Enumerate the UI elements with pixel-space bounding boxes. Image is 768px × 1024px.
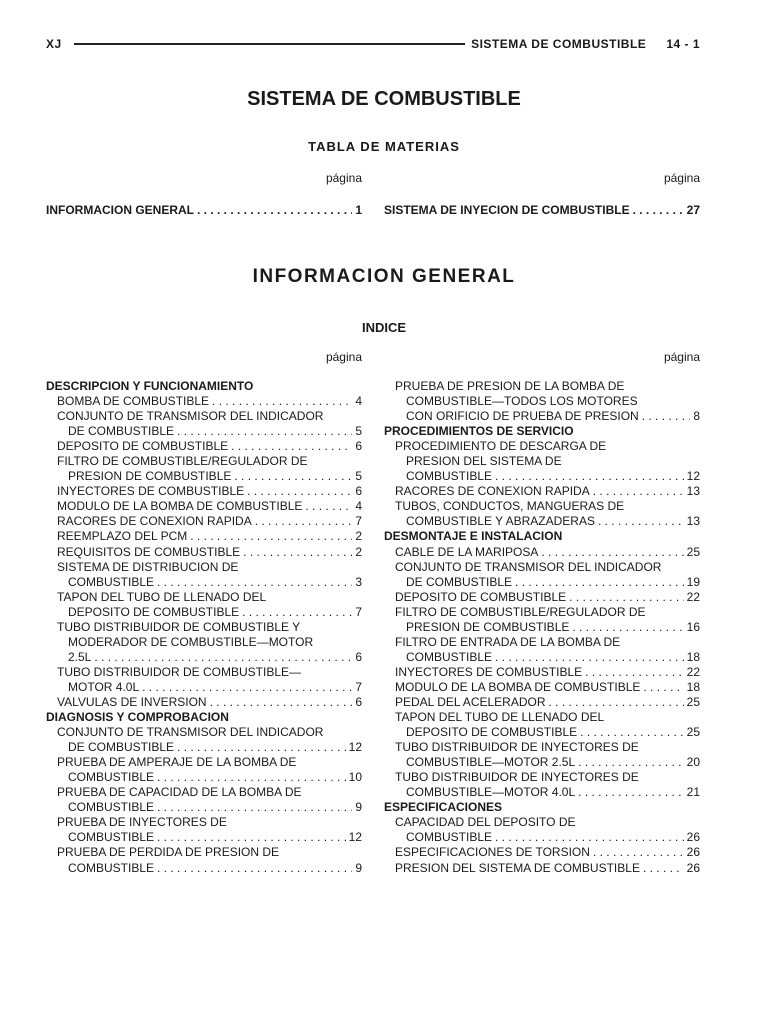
index-entry[interactable]	[46, 830, 362, 845]
index-entry-label: PRESION DEL SISTEMA DE COMBUSTIBLE	[395, 860, 640, 875]
toc-entry-page: 1	[355, 203, 362, 217]
leader-dots	[593, 484, 684, 499]
index-entry-label: BOMBA DE COMBUSTIBLE	[57, 394, 210, 409]
leader-dots	[580, 725, 683, 740]
index-entry[interactable]	[46, 529, 362, 544]
index-entry-page: 9	[355, 860, 362, 875]
header-section: SISTEMA DE COMBUSTIBLE	[471, 37, 647, 51]
index-entry-line[interactable]: CONJUNTO DE TRANSMISOR DEL INDICADOR	[57, 725, 324, 740]
index-entry-label: DE COMBUSTIBLE	[68, 424, 175, 439]
leader-dots	[572, 620, 683, 635]
index-entry[interactable]	[384, 469, 700, 484]
index-entry-page: 20	[686, 755, 700, 770]
index-heading: DESCRIPCION Y FUNCIONAMIENTO	[46, 379, 254, 393]
index-entry-line[interactable]: FILTRO DE ENTRADA DE LA BOMBA DE	[395, 634, 621, 649]
page-header	[46, 36, 700, 52]
index-entry[interactable]	[384, 514, 700, 529]
index-entry-page: 25	[686, 544, 700, 559]
leader-dots	[495, 830, 684, 845]
index-entry-line[interactable]: SISTEMA DE DISTRIBUCION DE	[57, 559, 239, 574]
index-entry-label: COMBUSTIBLE	[68, 800, 155, 815]
index-heading: PROCEDIMIENTOS DE SERVICIO	[384, 424, 574, 439]
index-entry-page: 12	[348, 830, 362, 845]
index-entry-page: 26	[686, 830, 700, 845]
index-entry[interactable]	[384, 695, 700, 710]
leader-dots	[190, 529, 352, 544]
leader-dots	[157, 830, 346, 845]
index-entry[interactable]	[384, 785, 700, 800]
index-entry[interactable]	[46, 514, 362, 529]
index-entry-line[interactable]: PRUEBA DE AMPERAJE DE LA BOMBA DE	[57, 755, 297, 770]
index-entry-page: 13	[686, 484, 700, 499]
index-entry-label: COMBUSTIBLE	[406, 469, 493, 484]
index-entry-page: 26	[686, 845, 700, 860]
toc-title: TABLA DE MATERIAS	[308, 139, 460, 154]
toc-right-column	[384, 171, 700, 218]
index-entry-page: 2	[355, 529, 362, 544]
index-entry[interactable]	[384, 575, 700, 590]
index-entry-label: RACORES DE CONEXION RAPIDA	[395, 484, 590, 499]
index-entry-line[interactable]: MODERADOR DE COMBUSTIBLE—MOTOR	[68, 634, 314, 649]
leader-dots	[255, 514, 353, 529]
index-entry-page: 21	[686, 785, 700, 800]
leader-dots	[142, 680, 352, 695]
index-entry-page: 25	[686, 725, 700, 740]
index-entry[interactable]	[46, 650, 362, 665]
index-entry-line[interactable]: PRUEBA DE PERDIDA DE PRESION DE	[57, 845, 280, 860]
leader-dots	[633, 203, 684, 218]
index-entry-label: 2.5L	[68, 649, 92, 664]
index-entry-page: 3	[355, 574, 362, 589]
index-entry-page: 7	[355, 679, 362, 694]
leader-dots	[157, 861, 352, 876]
index-entry-label: DE COMBUSTIBLE	[406, 574, 513, 589]
leader-dots	[234, 469, 352, 484]
leader-dots	[157, 800, 352, 815]
index-entry[interactable]	[384, 845, 700, 860]
leader-dots	[495, 469, 684, 484]
leader-dots	[495, 650, 684, 665]
index-entry-line[interactable]: PRESION DEL SISTEMA DE	[406, 454, 562, 469]
index-entry-page: 5	[355, 424, 362, 439]
leader-dots	[247, 484, 352, 499]
leader-dots	[212, 394, 352, 409]
index-entry-label: COMBUSTIBLE	[68, 574, 155, 589]
leader-dots	[585, 665, 683, 680]
leader-dots	[593, 845, 684, 860]
index-list-left	[46, 379, 362, 876]
manual-code: XJ	[46, 37, 62, 51]
index-entry[interactable]	[46, 424, 362, 439]
index-entry[interactable]	[46, 439, 362, 454]
index-entry-page: 8	[693, 409, 700, 424]
index-entry-page: 12	[686, 469, 700, 484]
index-entry[interactable]	[384, 830, 700, 845]
index-entry-label: INYECTORES DE COMBUSTIBLE	[395, 664, 583, 679]
index-entry[interactable]	[46, 469, 362, 484]
index-entry[interactable]	[46, 499, 362, 514]
index-entry-line[interactable]: CAPACIDAD DEL DEPOSITO DE	[395, 815, 576, 830]
leader-dots	[210, 695, 353, 710]
toc-entry-page: 27	[686, 203, 700, 217]
index-entry-page: 7	[355, 604, 362, 619]
index-entry-label: MODULO DE LA BOMBA DE COMBUSTIBLE	[395, 679, 641, 694]
index-entry-label: VALVULAS DE INVERSION	[57, 694, 207, 709]
index-entry[interactable]	[384, 545, 700, 560]
toc-page-label-right: página	[663, 171, 700, 185]
index-heading: DIAGNOSIS Y COMPROBACION	[46, 710, 229, 725]
toc-entry-label: INFORMACION GENERAL	[46, 203, 194, 217]
index-entry-line[interactable]: CONJUNTO DE TRANSMISOR DEL INDICADOR	[395, 559, 662, 574]
index-entry-page: 6	[355, 439, 362, 454]
leader-dots	[305, 499, 352, 514]
index-entry-line[interactable]: PRUEBA DE PRESION DE LA BOMBA DE	[395, 379, 625, 393]
index-entry-line[interactable]: TUBO DISTRIBUIDOR DE COMBUSTIBLE—	[57, 664, 302, 679]
index-entry-line[interactable]: TUBO DISTRIBUIDOR DE INYECTORES DE	[395, 770, 639, 785]
leader-dots	[578, 785, 683, 800]
index-entry-label: COMBUSTIBLE	[68, 860, 155, 875]
index-entry-line[interactable]: PRUEBA DE INYECTORES DE	[57, 815, 227, 830]
leader-dots	[243, 545, 352, 560]
index-heading: ESPECIFICACIONES	[384, 800, 503, 815]
leader-dots	[642, 409, 691, 424]
index-entry-page: 4	[355, 499, 362, 514]
index-entry-label: COMBUSTIBLE	[406, 649, 493, 664]
leader-dots	[94, 650, 352, 665]
index-entry-page: 25	[686, 694, 700, 709]
leader-dots	[197, 203, 352, 218]
index-entry-page: 7	[355, 514, 362, 529]
index-entry[interactable]	[46, 861, 362, 876]
index-entry-label: COMBUSTIBLE—MOTOR 2.5L	[406, 755, 576, 770]
index-entry-line[interactable]: PROCEDIMIENTO DE DESCARGA DE	[395, 439, 607, 454]
header-rule	[74, 43, 465, 45]
index-entry-line[interactable]: FILTRO DE COMBUSTIBLE/REGULADOR DE	[395, 604, 646, 619]
index-entry-label: COMBUSTIBLE	[406, 830, 493, 845]
leader-dots	[177, 740, 346, 755]
index-entry-label: REQUISITOS DE COMBUSTIBLE	[57, 544, 241, 559]
index-entry-page: 22	[686, 664, 700, 679]
index-title: INDICE	[361, 320, 407, 335]
index-entry-line[interactable]: CONJUNTO DE TRANSMISOR DEL INDICADOR	[57, 409, 324, 424]
index-right-column	[384, 350, 700, 876]
index-entry-label: MOTOR 4.0L	[68, 679, 140, 694]
index-entry-line[interactable]: TAPON DEL TUBO DE LLENADO DEL	[395, 710, 605, 725]
index-entry-label: INYECTORES DE COMBUSTIBLE	[57, 484, 245, 499]
index-entry[interactable]	[46, 394, 362, 409]
toc-left-column	[46, 171, 362, 218]
index-entry-label: COMBUSTIBLE	[68, 830, 155, 845]
index-entry-label: PRESION DE COMBUSTIBLE	[68, 469, 232, 484]
index-heading: DESMONTAJE E INSTALACION	[384, 529, 563, 544]
index-entry-label: DEPOSITO DE COMBUSTIBLE	[395, 589, 567, 604]
index-list-right	[384, 379, 700, 876]
index-entry[interactable]	[384, 665, 700, 680]
leader-dots	[242, 605, 352, 620]
index-left-column	[46, 350, 362, 876]
index-entry-page: 16	[686, 619, 700, 634]
leader-dots	[231, 439, 352, 454]
index-entry[interactable]	[384, 620, 700, 635]
index-entry-line[interactable]: COMBUSTIBLE—TODOS LOS MOTORES	[406, 394, 638, 409]
toc-entry-label: SISTEMA DE INYECION DE COMBUSTIBLE	[384, 203, 630, 217]
index-entry-page: 26	[686, 860, 700, 875]
index-entry[interactable]	[46, 605, 362, 620]
index-entry-label: DEPOSITO DE COMBUSTIBLE	[406, 725, 578, 740]
index-entry-label: COMBUSTIBLE—MOTOR 4.0L	[406, 785, 576, 800]
index-entry-page: 4	[355, 394, 362, 409]
index-entry-label: DE COMBUSTIBLE	[68, 740, 175, 755]
index-entry-label: CON ORIFICIO DE PRUEBA DE PRESION	[406, 409, 639, 424]
toc-entry-general[interactable]	[46, 203, 362, 218]
index-entry[interactable]	[46, 770, 362, 785]
index-entry-page: 5	[355, 469, 362, 484]
index-page-label-left: página	[325, 350, 362, 364]
index-entry-page: 6	[355, 694, 362, 709]
index-entry[interactable]	[384, 725, 700, 740]
index-entry-page: 6	[355, 649, 362, 664]
index-page-label-right: página	[663, 350, 700, 364]
index-entry-label: RACORES DE CONEXION RAPIDA	[57, 514, 252, 529]
index-entry[interactable]	[46, 800, 362, 815]
toc-entry-inyecion[interactable]	[384, 203, 700, 218]
index-entry-page: 9	[355, 800, 362, 815]
index-entry[interactable]	[46, 680, 362, 695]
leader-dots	[578, 755, 683, 770]
index-entry[interactable]	[46, 695, 362, 710]
index-entry-page: 10	[348, 770, 362, 785]
index-entry[interactable]	[46, 740, 362, 755]
leader-dots	[569, 590, 683, 605]
index-entry-label: COMBUSTIBLE	[68, 770, 155, 785]
index-entry-label: DEPOSITO DE COMBUSTIBLE	[57, 439, 229, 454]
leader-dots	[177, 424, 352, 439]
index-entry-page: 2	[355, 544, 362, 559]
index-entry-line[interactable]: TUBO DISTRIBUIDOR DE INYECTORES DE	[395, 740, 639, 755]
leader-dots	[598, 514, 684, 529]
index-entry-label: ESPECIFICACIONES DE TORSION	[395, 845, 590, 860]
leader-dots	[157, 575, 352, 590]
index-entry-line[interactable]: PRUEBA DE CAPACIDAD DE LA BOMBA DE	[57, 785, 302, 800]
header-page-number: 14 - 1	[666, 37, 700, 51]
index-entry[interactable]	[384, 409, 700, 424]
index-entry-label: COMBUSTIBLE Y ABRAZADERAS	[406, 514, 595, 529]
index-entry-page: 18	[686, 649, 700, 664]
index-entry[interactable]	[384, 650, 700, 665]
index-entry-page: 19	[686, 574, 700, 589]
leader-dots	[541, 545, 683, 560]
index-entry[interactable]	[384, 680, 700, 695]
index-entry[interactable]	[46, 484, 362, 499]
index-entry-page: 12	[348, 740, 362, 755]
index-entry-line[interactable]: TUBOS, CONDUCTOS, MANGUERAS DE	[395, 499, 625, 514]
index-entry-page: 13	[686, 514, 700, 529]
index-entry[interactable]	[384, 755, 700, 770]
page-title: SISTEMA DE COMBUSTIBLE	[247, 88, 521, 110]
leader-dots	[157, 770, 346, 785]
leader-dots	[549, 695, 684, 710]
index-entry-label: PRESION DE COMBUSTIBLE	[406, 619, 570, 634]
index-entry-line[interactable]: TAPON DEL TUBO DE LLENADO DEL	[57, 589, 267, 604]
index-entry-label: CABLE DE LA MARIPOSA	[395, 544, 539, 559]
leader-dots	[643, 680, 683, 695]
index-entry[interactable]	[384, 484, 700, 499]
index-entry-page: 6	[355, 484, 362, 499]
index-entry[interactable]	[46, 545, 362, 560]
index-entry-line[interactable]: FILTRO DE COMBUSTIBLE/REGULADOR DE	[57, 454, 308, 469]
section-title: INFORMACION GENERAL	[252, 266, 516, 287]
index-entry[interactable]	[46, 575, 362, 590]
index-entry-label: MODULO DE LA BOMBA DE COMBUSTIBLE	[57, 499, 303, 514]
toc-page-label-left: página	[325, 171, 362, 185]
index-entry-label: DEPOSITO DE COMBUSTIBLE	[68, 604, 240, 619]
index-entry[interactable]	[384, 861, 700, 876]
index-entry-label: PEDAL DEL ACELERADOR	[395, 694, 546, 709]
index-entry-page: 22	[686, 589, 700, 604]
leader-dots	[643, 861, 684, 876]
index-entry[interactable]	[384, 590, 700, 605]
index-entry-page: 18	[686, 679, 700, 694]
index-entry-line[interactable]: TUBO DISTRIBUIDOR DE COMBUSTIBLE Y	[57, 619, 301, 634]
leader-dots	[515, 575, 684, 590]
index-entry-label: REEMPLAZO DEL PCM	[57, 529, 188, 544]
